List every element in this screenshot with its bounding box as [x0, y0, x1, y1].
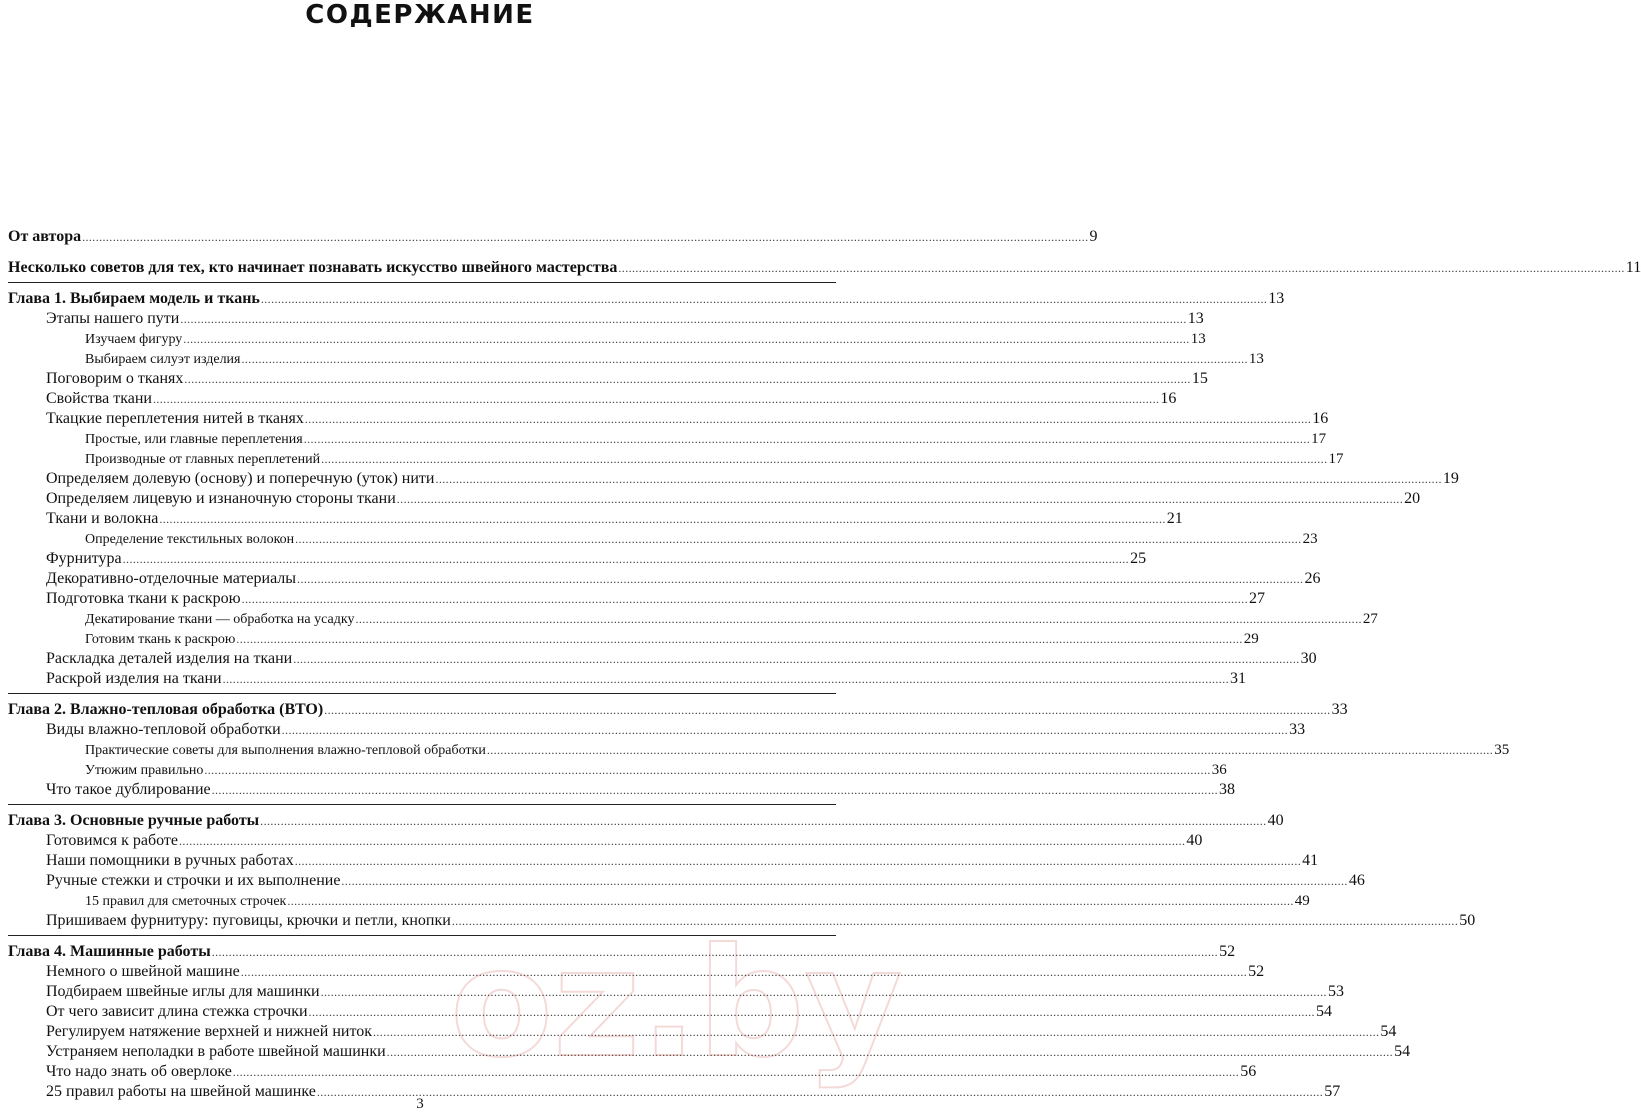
toc-entry-title: Определяем лицевую и изнаночную стороны ткани — [46, 490, 396, 507]
toc-divider — [8, 935, 836, 936]
toc-leader-dots — [153, 389, 1159, 409]
toc-entry-page: 52 — [1248, 963, 1265, 980]
toc-section[interactable] — [8, 409, 1329, 429]
toc-subsection[interactable] — [8, 329, 1206, 349]
toc-leader-dots — [295, 851, 1301, 871]
toc-entry-title: Декатирование ткани — обработка на усадку — [85, 612, 355, 627]
toc-entry-page: 9 — [1089, 228, 1098, 245]
toc-chapter[interactable] — [8, 258, 1641, 278]
toc-leader-dots — [159, 509, 1165, 529]
toc-entry-page: 19 — [1442, 470, 1459, 487]
toc-section[interactable] — [8, 649, 1317, 669]
toc-leader-dots — [295, 529, 1301, 549]
toc-entry-page: 26 — [1304, 570, 1321, 587]
toc-entry-page: 31 — [1230, 670, 1246, 687]
toc-leader-dots — [261, 289, 1267, 309]
toc-leader-dots — [183, 329, 1189, 349]
toc-leader-dots — [242, 349, 1248, 369]
toc-entry-title: Определение текстильных волокон — [85, 532, 295, 547]
toc-entry-page: 40 — [1186, 832, 1203, 849]
toc-entry-page: 53 — [1327, 983, 1344, 1000]
toc-entry-title: Подготовка ткани к раскрою — [46, 590, 241, 607]
toc-subsection[interactable] — [8, 891, 1310, 911]
toc-leader-dots — [373, 1022, 1379, 1042]
toc-entry-title: Подбираем швейные иглы для машинки — [46, 983, 320, 1000]
toc-leader-dots — [387, 1042, 1393, 1062]
toc-entry-title: Несколько советов для тех, кто начинает познавать искусство швейного мастерства — [8, 259, 618, 276]
watermark-text: oz.by — [450, 917, 903, 1091]
toc-section[interactable] — [8, 982, 1344, 1002]
toc-leader-dots — [242, 589, 1248, 609]
toc-section[interactable] — [8, 871, 1365, 891]
toc-section[interactable] — [8, 720, 1306, 740]
toc-section[interactable] — [8, 851, 1319, 871]
toc-leader-dots — [435, 469, 1441, 489]
toc-leader-dots — [204, 760, 1210, 780]
toc-entry-page: 16 — [1160, 390, 1177, 407]
toc-entry-page: 17 — [1311, 431, 1327, 447]
toc-leader-dots — [241, 962, 1247, 982]
toc-entry-title: Декоративно-отделочные материалы — [46, 570, 297, 587]
toc-entry-title: Что такое дублирование — [46, 781, 211, 798]
toc-subsection[interactable] — [8, 609, 1378, 629]
toc-entry-title: Поговорим о тканях — [46, 370, 184, 387]
toc-subsection[interactable] — [8, 449, 1344, 469]
toc-entry-title: Готовим ткань к раскрою — [85, 632, 236, 647]
toc-entry-title: Наши помощники в ручных работах — [46, 852, 294, 869]
toc-entry-page: 49 — [1294, 893, 1310, 909]
toc-leader-dots — [305, 409, 1311, 429]
toc-section[interactable] — [8, 780, 1236, 800]
toc-leader-dots — [324, 700, 1330, 720]
toc-entry-page: 35 — [1494, 742, 1510, 758]
toc-entry-title: Простые, или главные переплетения — [85, 432, 303, 447]
toc-entry-title: Этапы нашего пути — [46, 310, 180, 327]
toc-entry-title: Раскрой изделия на ткани — [46, 670, 222, 687]
toc-leader-dots — [397, 489, 1403, 509]
toc-entry-page: 13 — [1190, 331, 1206, 347]
toc-leader-dots — [321, 982, 1327, 1002]
toc-leader-dots — [223, 669, 1229, 689]
toc-leader-dots — [304, 429, 1310, 449]
toc-entry-page: 23 — [1302, 531, 1318, 547]
toc-entry-title: Глава 2. Влажно-тепловая обработка (ВТО) — [8, 701, 324, 718]
toc-subsection[interactable] — [8, 429, 1327, 449]
toc-chapter[interactable] — [8, 811, 1284, 831]
toc-entry-title: Раскладка деталей изделия на ткани — [46, 650, 293, 667]
toc-leader-dots — [212, 780, 1218, 800]
toc-entry-page: 38 — [1219, 781, 1236, 798]
toc-entry-page: 29 — [1243, 631, 1259, 647]
toc-entry-title: 25 правил работы на швейной машинке — [46, 1083, 316, 1100]
toc-entry-page: 25 — [1130, 550, 1147, 567]
toc-entry-page: 13 — [1187, 310, 1204, 327]
toc-entry-title: Пришиваем фурнитуру: пуговицы, крючки и петли, кнопки — [46, 912, 451, 929]
toc-chapter[interactable] — [8, 289, 1285, 309]
toc-entry-page: 54 — [1315, 1003, 1332, 1020]
toc-section[interactable] — [8, 1062, 1257, 1082]
toc-subsection[interactable] — [8, 740, 1510, 760]
toc-entry-title: Что надо знать об оверлоке — [46, 1063, 232, 1080]
toc-leader-dots — [282, 720, 1288, 740]
toc-leader-dots — [341, 871, 1347, 891]
toc-leader-dots — [233, 1062, 1239, 1082]
toc-leader-dots — [287, 891, 1293, 911]
toc-section[interactable] — [8, 831, 1203, 851]
toc-section[interactable] — [8, 911, 1476, 931]
toc-entry-title: Изучаем фигуру — [85, 332, 183, 347]
toc-entry-page: 27 — [1362, 611, 1378, 627]
toc-subsection[interactable] — [8, 760, 1227, 780]
toc-entry-title: Регулируем натяжение верхней и нижней ниток — [46, 1023, 372, 1040]
toc-section[interactable] — [8, 389, 1177, 409]
toc-chapter[interactable] — [8, 942, 1236, 962]
toc-leader-dots — [123, 549, 1129, 569]
toc-entry-page: 57 — [1324, 1083, 1341, 1100]
toc-entry-page: 30 — [1300, 650, 1317, 667]
toc-entry-title: Производные от главных переплетений — [85, 452, 321, 467]
toc-entry-page: 56 — [1240, 1063, 1257, 1080]
toc-leader-dots — [260, 811, 1266, 831]
toc-section[interactable] — [8, 369, 1208, 389]
toc-entry-page: 21 — [1166, 510, 1183, 527]
toc-entry-title: Глава 1. Выбираем модель и ткань — [8, 290, 260, 307]
toc-leader-dots — [452, 911, 1458, 931]
toc-entry-page: 20 — [1404, 490, 1421, 507]
toc-leader-dots — [179, 831, 1185, 851]
toc-section[interactable] — [8, 509, 1183, 529]
toc-section[interactable] — [8, 1022, 1397, 1042]
toc-section[interactable] — [8, 669, 1246, 689]
toc-entry-page: 52 — [1219, 943, 1236, 960]
toc-gap — [8, 247, 836, 258]
table-of-contents — [8, 227, 1641, 1102]
toc-leader-dots — [297, 569, 1303, 589]
toc-section[interactable] — [8, 1002, 1332, 1022]
toc-entry-title: Практические советы для выполнения влажно-тепловой обработки — [85, 743, 486, 758]
toc-entry-title: 15 правил для сметочных строчек — [85, 894, 287, 909]
toc-entry-title: Выбираем силуэт изделия — [85, 352, 241, 367]
toc-subsection[interactable] — [8, 629, 1259, 649]
toc-entry-page: 27 — [1249, 590, 1266, 607]
toc-subsection[interactable] — [8, 349, 1264, 369]
toc-leader-dots — [293, 649, 1299, 669]
toc-chapter[interactable] — [8, 700, 1348, 720]
toc-entry-title: Ткацкие переплетения нитей в тканях — [46, 410, 304, 427]
page-number: 3 — [416, 1096, 424, 1112]
toc-entry-page: 11 — [1625, 259, 1641, 276]
toc-section[interactable] — [8, 962, 1265, 982]
toc-section[interactable] — [8, 309, 1204, 329]
toc-divider — [8, 693, 836, 694]
toc-leader-dots — [321, 449, 1327, 469]
toc-entry-page: 46 — [1348, 872, 1365, 889]
toc-entry-title: Утюжим правильно — [85, 763, 204, 778]
toc-section[interactable] — [8, 469, 1459, 489]
toc-section[interactable] — [8, 549, 1147, 569]
toc-divider — [8, 282, 836, 283]
toc-leader-dots — [487, 740, 1493, 760]
toc-leader-dots — [236, 629, 1242, 649]
toc-section[interactable] — [8, 1042, 1411, 1062]
toc-leader-dots — [212, 942, 1218, 962]
toc-entry-page: 54 — [1394, 1043, 1411, 1060]
toc-entry-page: 13 — [1248, 351, 1264, 367]
toc-leader-dots — [309, 1002, 1315, 1022]
toc-entry-title: Немного о швейной машине — [46, 963, 240, 980]
toc-section[interactable] — [8, 489, 1421, 509]
toc-section[interactable] — [8, 569, 1321, 589]
toc-entry-page: 33 — [1331, 701, 1348, 718]
toc-subsection[interactable] — [8, 529, 1318, 549]
toc-leader-dots — [82, 227, 1088, 247]
toc-entry-page: 40 — [1267, 812, 1284, 829]
toc-entry-page: 36 — [1211, 762, 1227, 778]
toc-entry-title: Свойства ткани — [46, 390, 152, 407]
toc-divider — [8, 804, 836, 805]
toc-entry-title: Готовимся к работе — [46, 832, 179, 849]
toc-entry-title: Определяем долевую (основу) и поперечную (уток) нити — [46, 470, 435, 487]
toc-entry-page: 50 — [1459, 912, 1476, 929]
page-title: СОДЕРЖАНИЕ — [305, 0, 535, 30]
toc-leader-dots — [184, 369, 1190, 389]
toc-entry-page: 33 — [1289, 721, 1306, 738]
toc-entry-title: Ткани и волокна — [46, 510, 159, 527]
toc-entry-title: Виды влажно-тепловой обработки — [46, 721, 281, 738]
toc-entry-page: 16 — [1312, 410, 1329, 427]
toc-entry-title: От чего зависит длина стежка строчки — [46, 1003, 308, 1020]
toc-entry-title: От автора — [8, 228, 82, 245]
toc-entry-title: Глава 4. Машинные работы — [8, 943, 211, 960]
toc-entry-title: Устраняем неполадки в работе швейной машинки — [46, 1043, 386, 1060]
toc-entry-page: 15 — [1191, 370, 1208, 387]
toc-chapter[interactable] — [8, 227, 1098, 247]
toc-entry-page: 17 — [1328, 451, 1344, 467]
toc-entry-page: 41 — [1302, 852, 1319, 869]
toc-leader-dots — [355, 609, 1361, 629]
toc-leader-dots — [180, 309, 1186, 329]
toc-leader-dots — [618, 258, 1624, 278]
toc-entry-page: 13 — [1268, 290, 1285, 307]
toc-section[interactable] — [8, 589, 1266, 609]
toc-entry-page: 54 — [1380, 1023, 1397, 1040]
toc-entry-title: Глава 3. Основные ручные работы — [8, 812, 260, 829]
toc-entry-title: Ручные стежки и строчки и их выполнение — [46, 872, 341, 889]
toc-entry-title: Фурнитура — [46, 550, 122, 567]
